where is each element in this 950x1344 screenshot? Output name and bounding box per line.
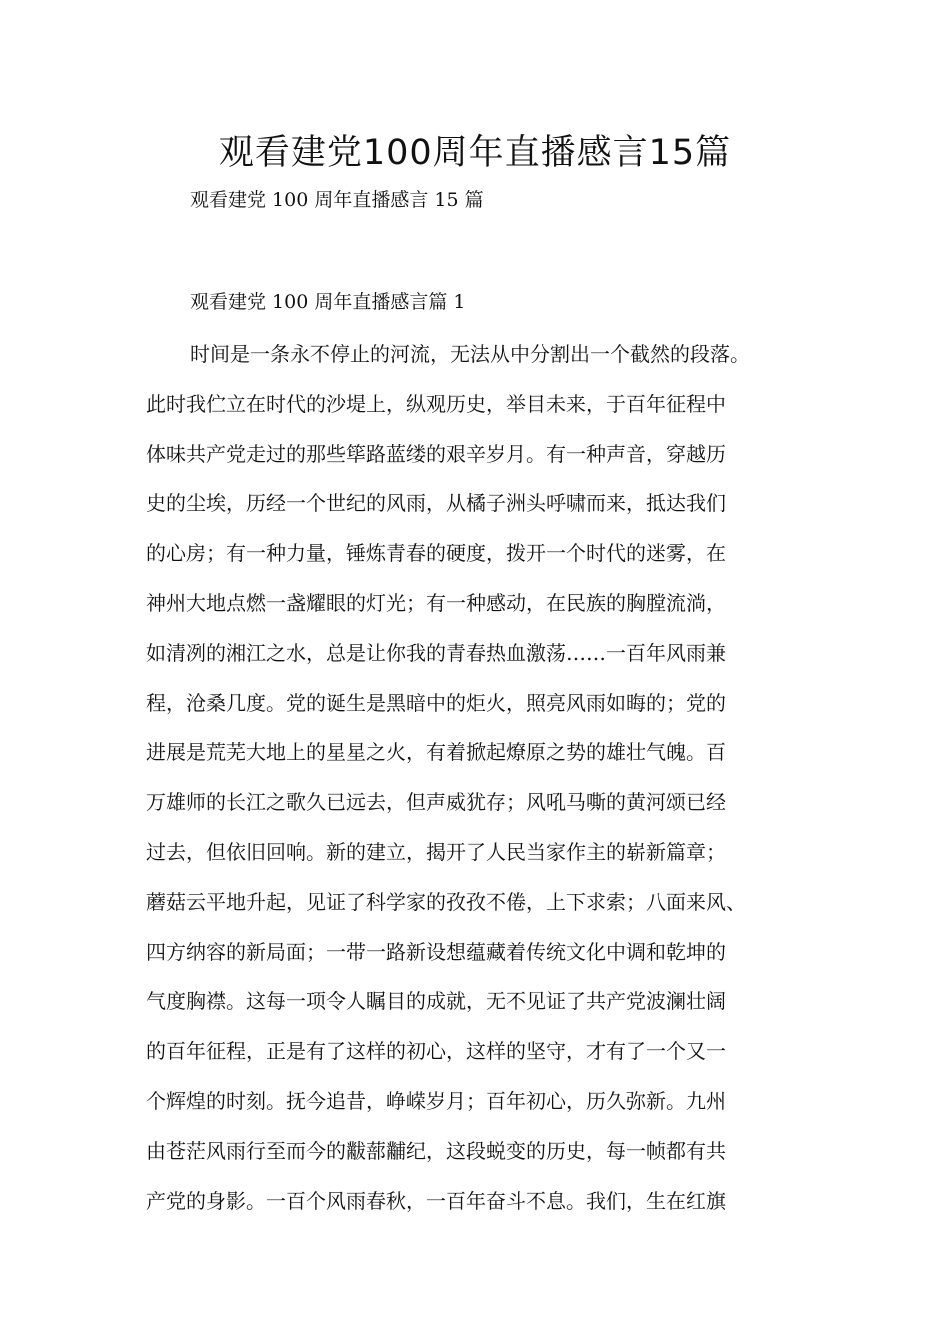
body-line: 进展是荒芜大地上的星星之火，有着掀起燎原之势的雄壮气魄。百 (146, 740, 726, 765)
body-line: 个辉煌的时刻。抚今追昔，峥嵘岁月；百年初心，历久弥新。九州 (146, 1088, 726, 1113)
body-text (0, 336, 950, 1232)
body-line: 体味共产党走过的那些筚路蓝缕的艰辛岁月。有一种声音，穿越历 (146, 441, 726, 466)
body-line: 神州大地点燃一盏耀眼的灯光；有一种感动，在民族的胸膛流淌， (146, 590, 726, 615)
body-line: 此时我伫立在时代的沙堤上，纵观历史，举目未来，于百年征程中 (146, 391, 726, 416)
body-line: 的心房；有一种力量，锤炼青春的硬度，拨开一个时代的迷雾，在 (146, 541, 726, 566)
body-line: 由苍茫风雨行至而今的黻蔀黼纪，这段蜕变的历史，每一帧都有共 (146, 1138, 726, 1163)
document-title: 观看建党100周年直播感言15篇 (218, 133, 732, 173)
body-line: 万雄师的长江之歌久已远去，但声威犹存；风吼马嘶的黄河颂已经 (146, 790, 726, 815)
document-subtitle: 观看建党 100 周年直播感言 15 篇 (190, 189, 484, 211)
body-line: 如清冽的湘江之水，总是让你我的青春热血激荡……一百年风雨兼 (146, 640, 726, 665)
body-line: 四方纳容的新局面；一带一路新设想蕴藏着传统文化中调和乾坤的 (146, 939, 726, 964)
body-line: 程，沧桑几度。党的诞生是黑暗中的炬火，照亮风雨如晦的；党的 (146, 690, 726, 715)
section-heading: 观看建党 100 周年直播感言篇 1 (190, 291, 466, 313)
body-line: 蘑菇云平地升起，见证了科学家的孜孜不倦，上下求索；八面来风、 (146, 889, 746, 914)
body-line: 过去，但依旧回响。新的建立，揭开了人民当家作主的崭新篇章； (146, 839, 726, 864)
body-line: 史的尘埃，历经一个世纪的风雨，从橘子洲头呼啸而来，抵达我们 (146, 491, 726, 516)
body-line: 时间是一条永不停止的河流，无法从中分割出一个截然的段落。 (190, 342, 750, 366)
body-line: 气度胸襟。这每一项令人瞩目的成就，无不见证了共产党波澜壮阔 (146, 989, 726, 1014)
body-line: 的百年征程，正是有了这样的初心，这样的坚守，才有了一个又一 (146, 1039, 726, 1064)
body-line: 产党的身影。一百个风雨春秋，一百年奋斗不息。我们，生在红旗 (146, 1188, 726, 1213)
